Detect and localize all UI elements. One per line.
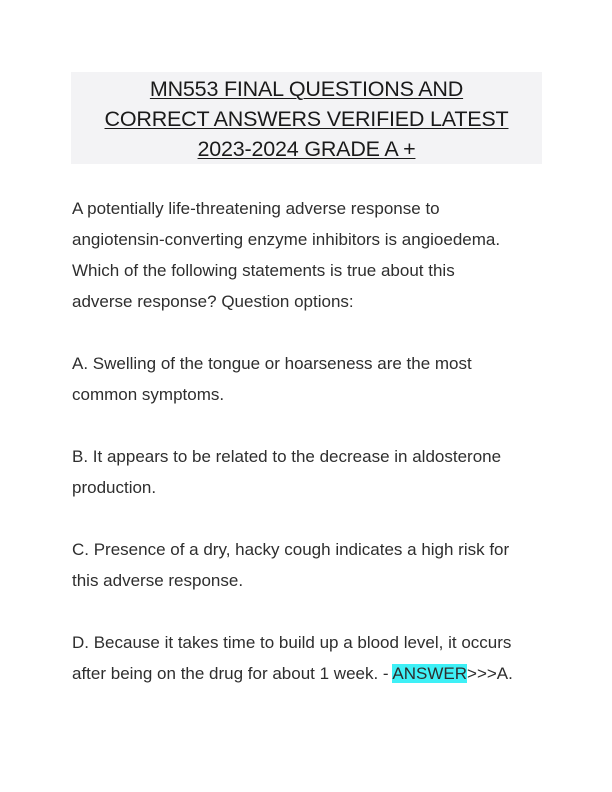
option-line: this adverse response. (72, 571, 244, 590)
option-line: common symptoms. (72, 385, 225, 404)
answer-highlight: ANSWER (392, 664, 468, 683)
option-line: D. Because it takes time to build up a blood level, it occurs (72, 633, 512, 652)
question-line: A potentially life-threatening adverse response to (72, 199, 440, 218)
question-line: angiotensin-converting enzyme inhibitors is angioedema. (72, 230, 501, 249)
question-text (72, 193, 552, 317)
option-d (72, 627, 552, 689)
option-c (72, 534, 552, 596)
option-answer-line (72, 658, 552, 689)
title-line-3: 2023-2024 GRADE A + (197, 137, 416, 161)
document-title-block (71, 72, 542, 164)
question-line: adverse response? Question options: (72, 292, 354, 311)
option-line: C. Presence of a dry, hacky cough indicates a high risk for (72, 540, 510, 559)
option-line: production. (72, 478, 157, 497)
title-line-2: CORRECT ANSWERS VERIFIED LATEST (104, 107, 509, 131)
question-line: Which of the following statements is true about this (72, 261, 455, 280)
option-line: B. It appears to be related to the decrease in aldosterone (72, 447, 502, 466)
option-b (72, 441, 552, 503)
document-body (72, 193, 552, 720)
option-line: A. Swelling of the tongue or hoarseness are the most (72, 354, 472, 373)
option-line-prefix: after being on the drug for about 1 week. - (72, 664, 393, 683)
option-a (72, 348, 552, 410)
title-line-1: MN553 FINAL QUESTIONS AND (149, 77, 464, 101)
answer-value: >>>A. (467, 664, 513, 683)
